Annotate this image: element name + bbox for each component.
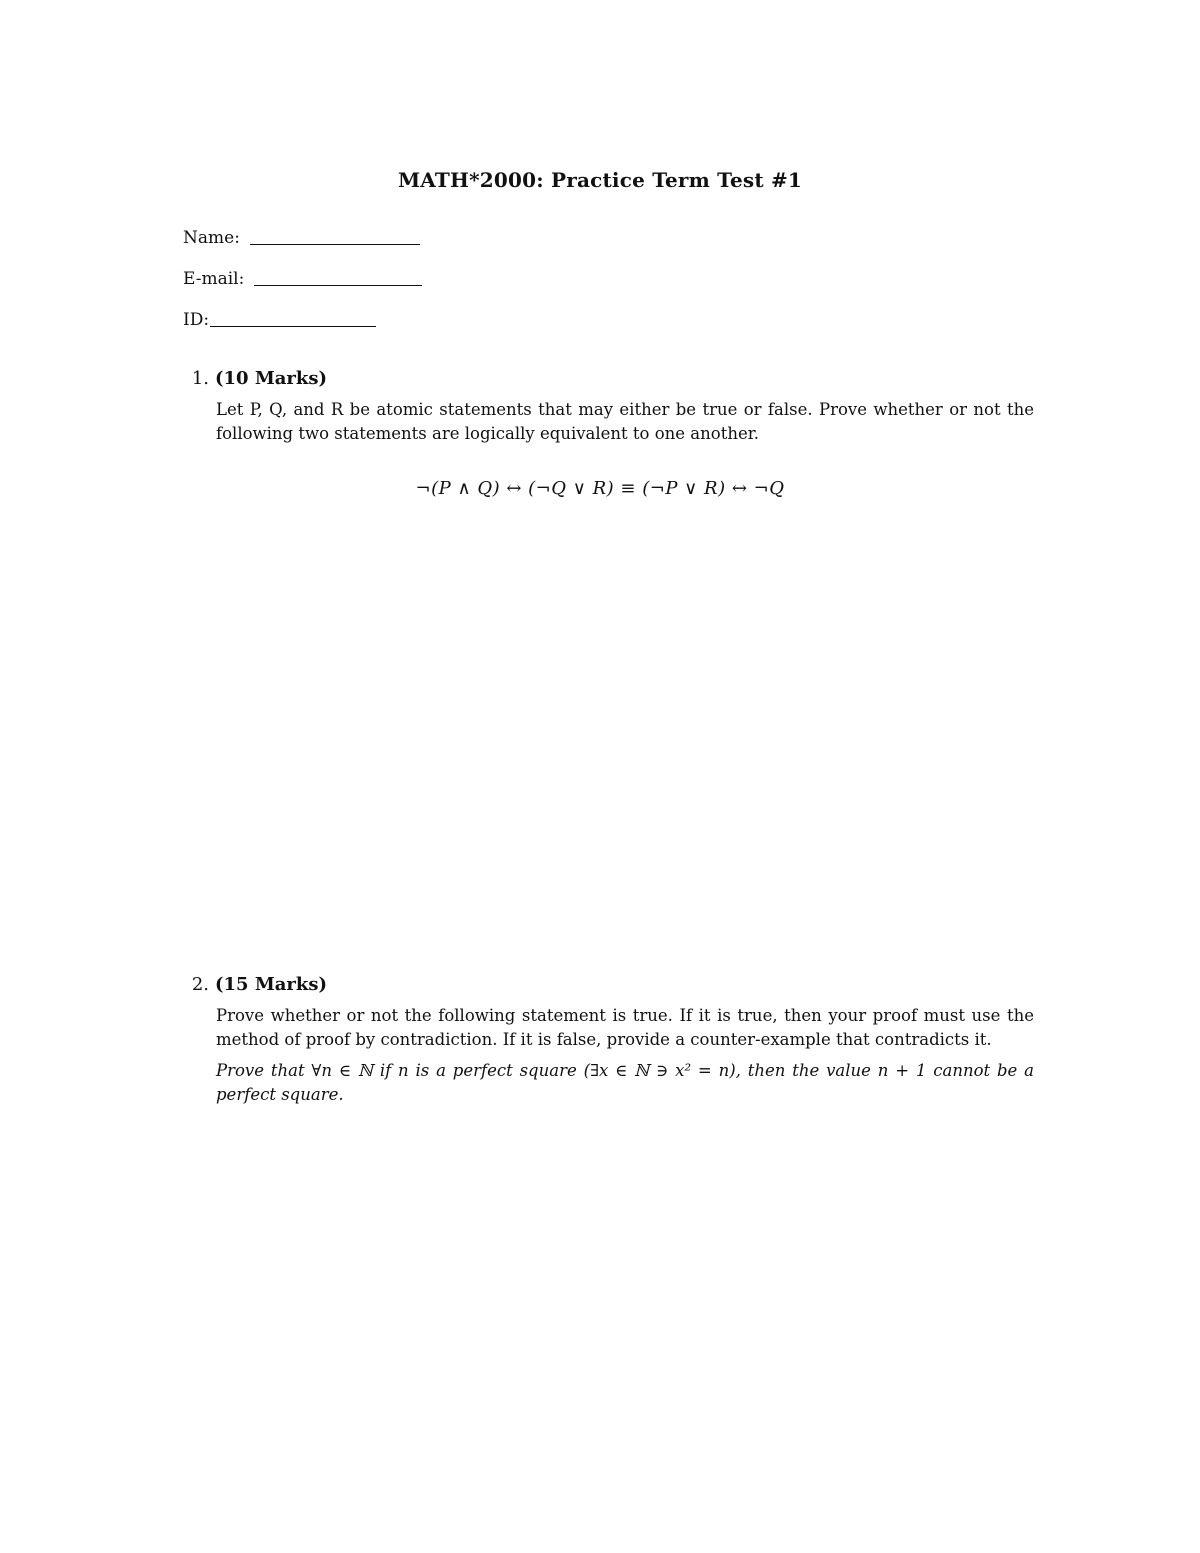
question-2-number: 2. — [191, 974, 209, 995]
question-2-heading — [183, 974, 327, 995]
question-2-marks: (15 Marks) — [215, 974, 328, 995]
id-label: ID: — [183, 310, 210, 330]
question-1-text: Let P, Q, and R be atomic statements that may either be true or false. Prove whether or not the following two statements are logically equivalent to one another. — [216, 400, 1034, 443]
question-1-formula: ¬(P ∧ Q) ↔ (¬Q ∨ R) ≡ (¬P ∨ R) ↔ ¬Q — [415, 478, 785, 499]
question-2-text: Prove whether or not the following statement is true. If it is true, then your proof must use the method of proof by contradiction. If it is false, provide a counter-example that contradicts it. — [216, 1006, 1034, 1049]
question-1-marks: (10 Marks) — [215, 368, 328, 389]
question-1-heading — [183, 368, 327, 389]
name-field — [183, 228, 420, 248]
email-label: E-mail: — [183, 269, 245, 289]
question-2-claim: Prove that ∀n ∈ ℕ if n is a perfect square (∃x ∈ ℕ ∋ x² = n), then the value n + 1 cannot be a perfect square. — [216, 1061, 1034, 1104]
email-field — [183, 269, 422, 289]
question-1-number: 1. — [191, 368, 209, 389]
id-blank-line — [210, 326, 376, 327]
email-blank-line — [254, 285, 422, 286]
page-title: MATH*2000: Practice Term Test #1 — [397, 168, 803, 192]
name-label: Name: — [183, 228, 240, 248]
name-blank-line — [250, 244, 420, 245]
id-field — [183, 310, 376, 330]
